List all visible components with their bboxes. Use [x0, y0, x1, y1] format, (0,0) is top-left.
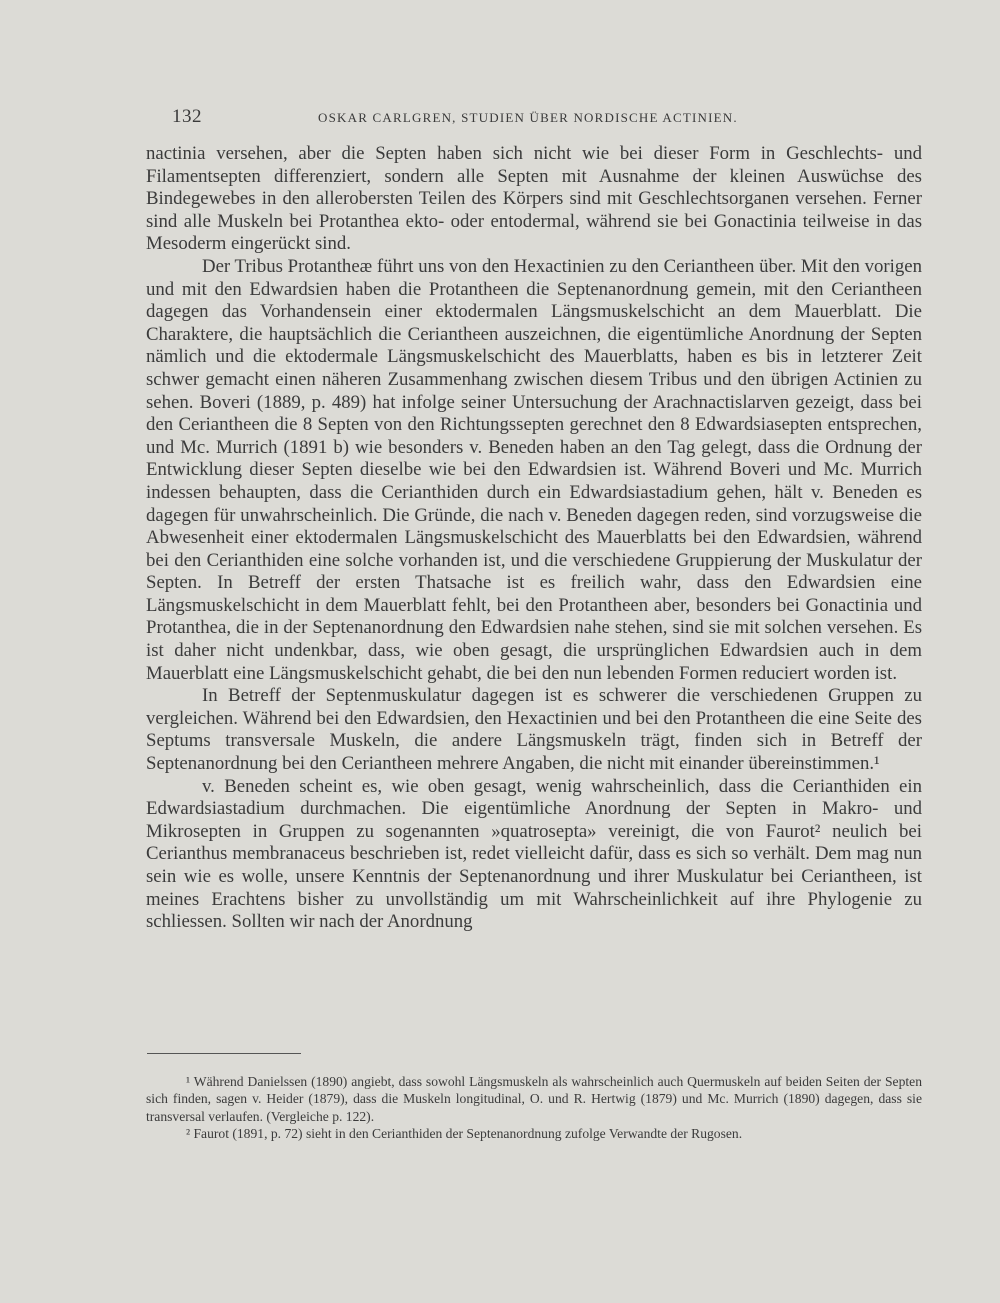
body-text — [146, 143, 922, 934]
footnote-1: ¹ Während Danielssen (1890) angiebt, dass sowohl Längsmuskeln als wahrscheinlich auch Quermuskeln auf beiden Seiten der Septen sich finden, sagen v. Heider (1879), dass die Muskeln longitudinal, O. und R. Hertwig (1879) und Mc. Murrich (1890) dagegen, dass sie transversal verlaufen. (Vergleiche p. 122). — [146, 1074, 922, 1124]
page-number: 132 — [172, 106, 202, 127]
running-head: OSKAR CARLGREN, STUDIEN ÜBER NORDISCHE ACTINIEN. — [318, 110, 738, 125]
page-header — [172, 106, 922, 128]
paragraph-3: In Betreff der Septenmuskulatur dagegen ist es schwerer die verschiedenen Gruppen zu vergleichen. Während bei den Edwardsien, den Hexactinien und bei den Protantheen die eine Seite des Septums transversale Muskeln, die andere Längsmuskeln trägt, finden sich in Betreff der Septenanordnung bei den Ceriantheen mehrere Angaben, die nicht mit einander übereinstimmen.¹ — [146, 685, 922, 775]
footnote-2: ² Faurot (1891, p. 72) sieht in den Cerianthiden der Septenanordnung zufolge Verwandte der Rugosen. — [186, 1125, 743, 1141]
paragraph-1: nactinia versehen, aber die Septen haben sich nicht wie bei dieser Form in Geschlechts- und Filamentsepten differenziert, sondern alle Septen mit Ausnahme der kleinen Auswüchse des Bindegewebes in den allerobersten Teilen des Körpers sind mit Geschlechtsorganen versehen. Ferner sind alle Muskeln bei Protanthea ekto- oder entodermal, während sie bei Gonactinia teilweise in das Mesoderm eingerückt sind. — [146, 143, 922, 255]
paragraph-2: Der Tribus Protantheæ führt uns von den Hexactinien zu den Ceriantheen über. Mit den vorigen und mit den Edwardsien haben die Protantheen die Septenanordnung gemein, mit den Ceriantheen dagegen das Vorhandensein einer ektodermalen Längsmuskelschicht an dem Mauerblatt. Die Charaktere, die hauptsächlich die Ceriantheen auszeichnen, die eigentümliche Anordnung der Septen nämlich und die ektodermale Längsmuskelschicht des Mauerblatts, haben es bis in letzterer Zeit schwer gemacht einen näheren Zusammenhang zwischen diesem Tribus und den übrigen Actinien zu sehen. Boveri (1889, p. 489) hat infolge seiner Untersuchung der Arachnactislarven gezeigt, dass bei den Ceriantheen die 8 Septen von den Richtungssepten gerechnet den 8 Edwardsiasepten entsprechen, und Mc. Murrich (1891 b) wie besonders v. Beneden haben an den Tag gelegt, dass die Ordnung der Entwicklung dieser Septen dieselbe wie bei den Edwardsien ist. Während Boveri und Mc. Murrich indessen behaupten, dass die Cerianthiden durch ein Edwardsiastadium gehen, hält v. Beneden es dagegen für unwahrscheinlich. Die Gründe, die nach v. Beneden dagegen reden, sind vorzugsweise die Abwesenheit einer ektodermalen Längsmuskelschicht des Mauerblatts bei den Edwardsien, während bei den Cerianthiden eine solche vorhanden ist, und die verschiedene Gruppierung der Muskulatur der Septen. In Betreff der ersten Thatsache ist es freilich wahr, dass den Edwardsien eine Längsmuskelschicht in dem Mauerblatt fehlt, bei den Protantheen aber, besonders bei Gonactinia und Protanthea, die in der Septenanordnung den Edwardsien nahe stehen, sind sie mit solchen versehen. Es ist daher nicht undenkbar, dass, wie oben gesagt, die ursprünglichen Edwardsien auch in dem Mauerblatt eine Längsmuskelschicht gehabt, die bei den nun lebenden Formen reduciert worden ist. — [146, 255, 922, 684]
paragraph-4: v. Beneden scheint es, wie oben gesagt, wenig wahrscheinlich, dass die Cerianthiden ein Edwardsiastadium durchmachen. Die eigentümliche Anordnung der Septen in Makro- und Mikrosepten in Gruppen zu sogenannten »quatrosepta» vereinigt, die von Faurot² neulich bei Cerianthus membranaceus beschrieben ist, redet vielleicht dafür, dass es sich so verhält. Dem mag nun sein wie es wolle, unsere Kenntnis der Septenanordnung und ihrer Muskulatur bei Ceriantheen, ist meines Erachtens bisher zu unvollständig um mit Wahrscheinlichkeit auf ihre Phylogenie zu schliessen. Sollten wir nach der Anordnung — [146, 775, 922, 933]
footnote-divider — [147, 1053, 301, 1054]
footnotes — [146, 1073, 922, 1142]
